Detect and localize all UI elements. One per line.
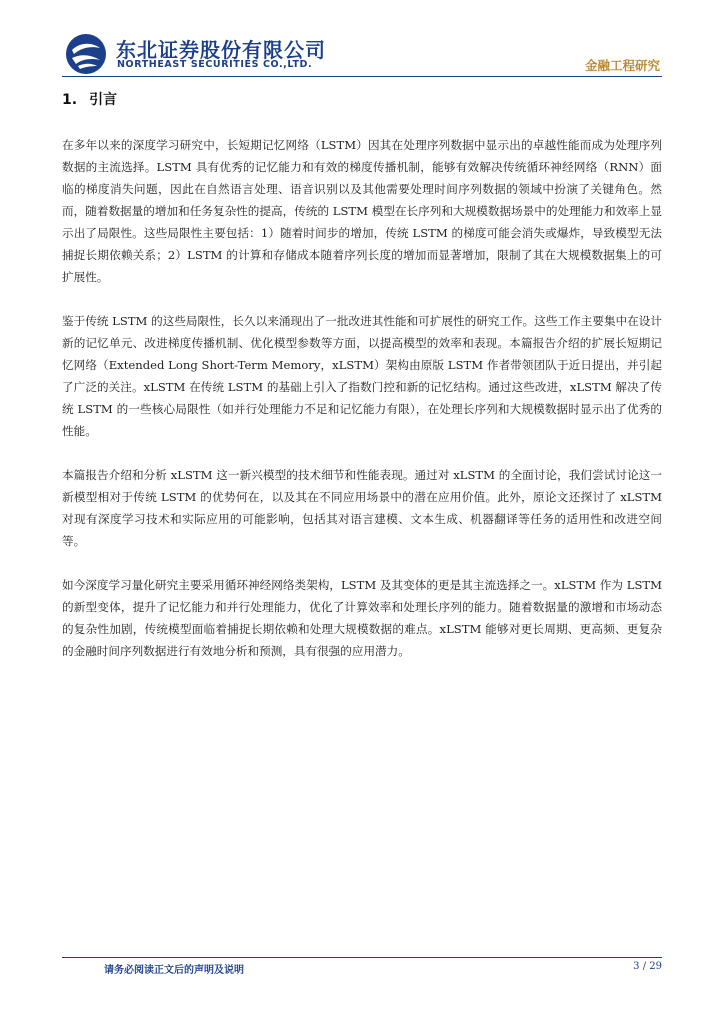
paragraph-4: 如今深度学习量化研究主要采用循环神经网络类架构，LSTM 及其变体的更是其主流选择之一。xLSTM 作为 LSTM 的新型变体，提升了记忆能力和并行处理能力，优化了计算效率和处理长序列的能力。随着数据量的激增和市场动态的复杂性加剧，传统模型面临着捕捉长期依赖和处理大规模数据的难点。xLSTM 能够对更长周期、更高频、更复杂的金融时间序列数据进行有效地分析和预测，具有很强的应用潜力。: [62, 578, 662, 658]
page-header: [0, 0, 724, 80]
paragraph-1: 在多年以来的深度学习研究中，长短期记忆网络（LSTM）因其在处理序列数据中显示出的卓越性能而成为处理序列数据的主流选择。LSTM 具有优秀的记忆能力和有效的梯度传播机制，能够有效解决传统循环神经网络（RNN）面临的梯度消失问题，因此在自然语言处理、语音识别以及其他需要处理时间序列数据的领域中扮演了关键角色。然而，随着数据量的增加和任务复杂性的提高，传统的 LSTM 模型在长序列和大规模数据场景中的处理能力和效率上显示出了局限性。这些局限性主要包括：1）随着时间步的增加，传统 LSTM 的梯度可能会消失或爆炸，导致模型无法捕捉长期依赖关系；2）LSTM 的计算和存储成本随着序列长度的增加而显著增加，限制了其在大规模数据集上的可扩展性。: [62, 138, 662, 284]
footer-disclaimer: 请务必阅读正文后的声明及说明: [104, 965, 244, 976]
paragraph-2: 鉴于传统 LSTM 的这些局限性，长久以来涌现出了一批改进其性能和可扩展性的研究工作。这些工作主要集中在设计新的记忆单元、改进梯度传播机制、优化模型参数等方面，以提高模型的效率和表现。本篇报告介绍的扩展长短期记忆网络（Extended Long Short-Term Memory，xLSTM）架构由原版 LSTM 作者带领团队于近日提出，并引起了广泛的关注。xLSTM 在传统 LSTM 的基础上引入了指数门控和新的记忆结构。通过这些改进，xLSTM 解决了传统 LSTM 的一些核心局限性（如并行处理能力不足和记忆能力有限），在处理长序列和大规模数据时显示出了优秀的性能。: [62, 314, 662, 438]
section-title: 引言: [89, 92, 118, 108]
company-name-en: NORTHEAST SECURITIES CO.,LTD.: [117, 59, 313, 70]
report-category-tag: 金融工程研究: [584, 58, 660, 73]
northeast-securities-logo-icon: [64, 32, 108, 76]
section-heading: [62, 89, 117, 109]
body-text: [62, 134, 662, 684]
footer-divider: [62, 957, 662, 958]
section-number: 1.: [62, 92, 78, 108]
paragraph-3: 本篇报告介绍和分析 xLSTM 这一新兴模型的技术细节和性能表现。通过对 xLSTM 的全面讨论，我们尝试讨论这一新模型相对于传统 LSTM 的优势何在，以及其在不同应用场景中的潜在应用价值。此外，原论文还探讨了 xLSTM 对现有深度学习技术和实际应用的可能影响，包括其对语言建模、文本生成、机器翻译等任务的适用性和改进空间等。: [62, 468, 662, 548]
header-divider: [62, 76, 662, 77]
page-number: 3 / 29: [633, 961, 662, 972]
company-name-cn: 东北证券股份有限公司: [116, 38, 326, 62]
